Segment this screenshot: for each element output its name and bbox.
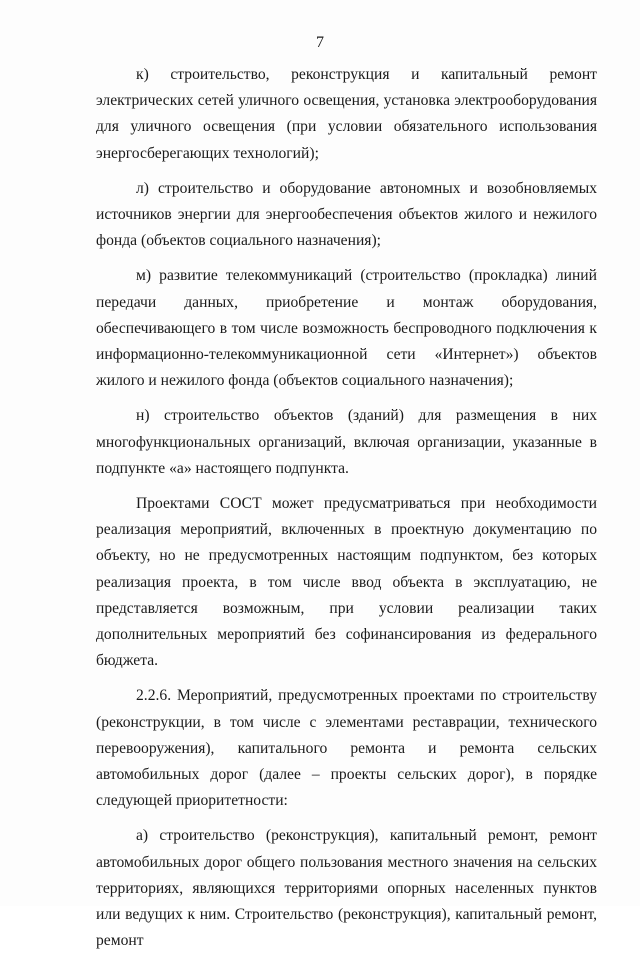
paragraph-2-2-6: 2.2.6. Мероприятий, предусмотренных проектами по строительству (реконструкции, в том числе с элементами реставрации, технического перевооружения), капитального ремонта и ремонта сельских автомобильных дорог (далее – проекты сельских дорог), в порядке следующей приоритетности:	[96, 687, 597, 810]
document-body	[96, 62, 597, 955]
paragraph-n: н) строительство объектов (зданий) для размещения в них многофункциональных организаций, включая организации, указанные в подпункте «а» настоящего подпункта.	[96, 407, 597, 477]
page-number: 7	[316, 34, 324, 51]
paragraph-k: к) строительство, реконструкция и капитальный ремонт электрических сетей уличного освещения, установка электрооборудования для уличного освещения (при условии обязательного использования энергосберегающих технологий);	[96, 66, 597, 162]
paragraph-sost-projects: Проектами СОСТ может предусматриваться при необходимости реализация мероприятий, включенных в проектную документацию по объекту, но не предусмотренных настоящим подпунктом, без которых реализация проекта, в том числе ввод объекта в эксплуатацию, не представляется возможным, при условии реализации таких дополнительных мероприятий без софинансирования из федерального бюджета.	[96, 495, 597, 670]
paragraph-l: л) строительство и оборудование автономных и возобновляемых источников энергии для энергообеспечения объектов жилого и нежилого фонда (объектов социального назначения);	[96, 179, 597, 250]
paragraph-a: а) строительство (реконструкция), капитальный ремонт, ремонт автомобильных дорог общего пользования местного значения на сельских территориях, являющихся территориями опорных населенных пунктов или ведущих к ним. Строительство (реконструкция), капитальный ремонт, ремонт	[96, 827, 597, 950]
paragraph-m: м) развитие телекоммуникаций (строительство (прокладка) линий передачи данных, приобретение и монтаж оборудования, обеспечивающего в том числе возможность беспроводного подключения к информационно-телекоммуникационной сети «Интернет») объектов жилого и нежилого фонда (объектов социального назначения);	[96, 267, 597, 390]
